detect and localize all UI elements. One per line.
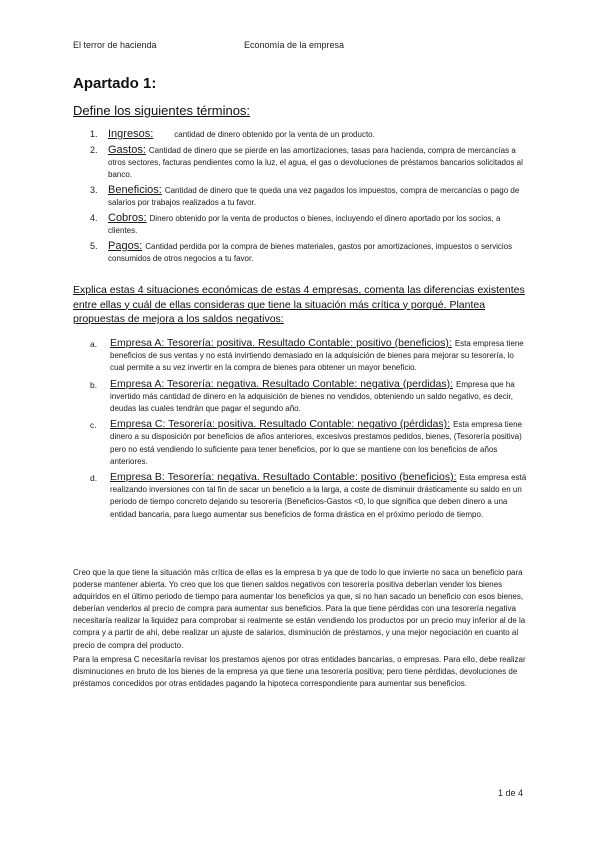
case-heading: Empresa B: Tesorería: negativa. Resultado Contable: positivo (beneficios): [110, 471, 457, 484]
case-text: Esta empresa tiene dinero a su disposición por beneficios de años anteriores, excesivos prestamos pedidos, bienes, (Tesorería positiva) pero no está vendiendo lo suficiente para tener beneficios, por lo que se mantiene con los beneficios de años anteriores. [110, 420, 523, 466]
list-letter: b. [90, 379, 98, 390]
definition-item [90, 184, 530, 209]
case-text: Empresa que ha invertido más cantidad de dinero en la adquisición de bienes no vendidos, obteniendo un saldo negativo, es decir, deudas las cuales tendrán que pagar el segundo año. [110, 379, 515, 414]
definitions-list [90, 128, 530, 268]
page-number: 1 de 4 [498, 788, 524, 798]
header-center: Economía de la empresa [244, 40, 345, 50]
section-heading: Apartado 1: [73, 75, 157, 92]
definition-text: Cantidad perdida por la compra de bienes materiales, gastos por amortizaciones, impuestos o servicios consumidos de otros negocios a tu favor. [108, 242, 513, 263]
definition-term: Gastos: [108, 144, 146, 156]
case-item [90, 378, 530, 416]
definition-item [90, 240, 530, 265]
list-number: 4. [90, 213, 98, 223]
answer-paragraph-1: Creo que la que tiene la situación más crítica de ellas es la empresa b ya que de todo lo que invierte no saca un beneficio para poderse mantener abierta. Yo creo que los que tienen saldos negativos con tesorería positiva deberían vender los bienes adquiridos en el último periodo de tiempo para aumentar los beneficios ya que, si no han sacado un beneficio con esos bienes, deberían venderlos al precio de compra para aumentar sus beneficios. Para la que tiene pérdidas con una tesorería negativa necesitaría realizar la liquidez para comprobar si realmente se están vendiendo los productos por un precio muy inferior al de la compra y a partir de ahí, debe realizar un ajuste de salarios, disminución de préstamos, y una mejor negociación en cuanto al precio de compra del producto. [73, 568, 526, 650]
list-letter: a. [90, 339, 98, 349]
definition-term: Beneficios: [108, 184, 162, 196]
list-number: 2. [90, 145, 98, 155]
case-heading: Empresa C: Tesorería: positiva. Resultado Contable: negativo (pérdidas): [110, 418, 451, 431]
case-item [90, 418, 530, 468]
case-heading: Empresa A: Tesorería: negativa. Resultado Contable: negativa (perdidas): [110, 377, 454, 390]
list-number: 5. [90, 241, 98, 251]
section-subheading: Define los siguientes términos: [73, 103, 251, 118]
header-left: El terror de hacienda [73, 40, 157, 50]
case-text: Esta empresa está realizando inversiones con tal fin de sacar un beneficio a la larga, a coste de disminuir drásticamente su saldo en un periodo de tiempo concreto dejando su tesorería (Beneficios-Gastos <0, lo que significa que deben dinero a una entidad bancaria, para luego aumentar sus beneficios de forma drástica en el próximo periodo de tiempo. [110, 473, 527, 519]
definition-term: Ingresos: [108, 128, 154, 140]
definition-term: Pagos: [108, 240, 143, 252]
definition-text: Dinero obtenido por la venta de productos o bienes, incluyendo el dinero aportado por los socios, a clientes. [108, 214, 501, 235]
list-letter: d. [90, 473, 98, 484]
exercise-prompt: Explica estas 4 situaciones económicas de estas 4 empresas, comenta las diferencias existentes entre ellas y cuál de ellas consideras que tiene la situación más crítica y porqué. Plantea propuestas de mejora a los saldos negativos: [73, 284, 525, 325]
case-text: Esta empresa tiene beneficios de sus ventas y no está invirtiendo demasiado en la adquisición de bienes para mejorar su tesorería, lo cual permite a su vez invertir en la compra de bienes para obtener un mayor beneficio. [110, 339, 524, 373]
answer-paragraph-2: Para la empresa C necesitaría revisar los prestamos ajenos por otras entidades bancarias, o empresas. Para ello, debe realizar disminuciones en bruto de los bienes de la empresa ya que tiene una tesorería positiva; pero tiene pérdidas, devoluciones de préstamos concedidos por otras entidades pagando la hipoteca correspondiente para aumentar sus beneficios. [73, 655, 526, 689]
list-letter: c. [90, 420, 97, 431]
definition-item [90, 144, 530, 181]
definition-item [90, 128, 530, 141]
case-item [90, 471, 530, 521]
definition-item [90, 212, 530, 237]
definition-text: cantidad de dinero obtenido por la venta de un producto. [174, 130, 375, 139]
case-item [90, 337, 530, 375]
list-number: 1. [90, 129, 98, 139]
list-number: 3. [90, 185, 98, 195]
cases-list [90, 337, 530, 524]
definition-text: Cantidad de dinero que se pierde en las amortizaciones, tasas para hacienda, compra de mercancías a otros sectores, facturas pendientes como la luz, el agua, el gas o devoluciones de préstamos bancarios solicitados al banco. [108, 146, 523, 179]
case-heading: Empresa A: Tesorería: positiva. Resultado Contable: positivo (beneficios): [110, 337, 452, 349]
definition-term: Cobros: [108, 212, 147, 224]
definition-text: Cantidad de dinero que te queda una vez pagados los impuestos, compra de mercancías o pago de salarios por trabajos realizados a tu favor. [108, 186, 520, 207]
